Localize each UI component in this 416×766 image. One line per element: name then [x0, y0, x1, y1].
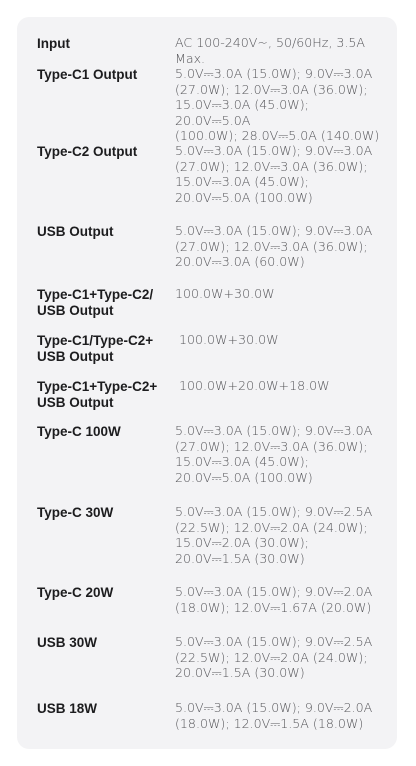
spec-value: 100.0W+20.0W+18.0W [179, 378, 330, 393]
spec-label: Type-C1/Type-C2+ USB Output [37, 333, 154, 364]
spec-label: USB Output [37, 224, 114, 239]
spec-value: 5.0V⎓3.0A (15.0W); 9.0V⎓3.0A (27.0W); 12.0V⎓3.0A (36.0W); 15.0V⎓3.0A (45.0W); 20.0V⎓5.0A (100.0W); 28.0V⎓5.0A (140.0W) [175, 66, 380, 144]
spec-label: USB 30W [37, 635, 98, 650]
spec-value: 5.0V⎓3.0A (15.0W); 9.0V⎓3.0A (27.0W); 12.0V⎓3.0A (36.0W); 20.0V⎓3.0A (60.0W) [175, 223, 373, 270]
spec-value: 5.0V⎓3.0A (15.0W); 9.0V⎓3.0A (27.0W); 12.0V⎓3.0A (36.0W); 15.0V⎓3.0A (45.0W); 20.0V⎓5.0A (100.0W) [175, 423, 373, 485]
spec-value: 5.0V⎓3.0A (15.0W); 9.0V⎓2.5A (22.5W); 12.0V⎓2.0A (24.0W); 15.0V⎓2.0A (30.0W); 20.0V⎓1.5A (30.0W) [175, 504, 373, 566]
spec-value: AC 100-240V~, 50/60Hz, 3.5A Max. [175, 35, 366, 66]
spec-value: 5.0V⎓3.0A (15.0W); 9.0V⎓2.5A (22.5W); 12.0V⎓2.0A (24.0W); 20.0V⎓1.5A (30.0W) [175, 634, 373, 681]
spec-label: Type-C 30W [37, 505, 114, 520]
spec-value: 100.0W+30.0W [175, 286, 275, 301]
spec-value: 5.0V⎓3.0A (15.0W); 9.0V⎓2.0A (18.0W); 12.0V⎓1.5A (18.0W) [175, 700, 373, 731]
spec-label: Type-C1 Output [37, 67, 138, 82]
spec-table [17, 17, 397, 749]
spec-value: 100.0W+30.0W [179, 332, 279, 347]
spec-value: 5.0V⎓3.0A (15.0W); 9.0V⎓2.0A (18.0W); 12.0V⎓1.67A (20.0W) [175, 584, 373, 615]
spec-value: 5.0V⎓3.0A (15.0W); 9.0V⎓3.0A (27.0W); 12.0V⎓3.0A (36.0W); 15.0V⎓3.0A (45.0W); 20.0V⎓5.0A (100.0W) [175, 143, 373, 205]
spec-label: Type-C1+Type-C2/ USB Output [37, 287, 154, 318]
spec-label: Input [37, 36, 70, 51]
spec-label: Type-C 100W [37, 424, 121, 439]
spec-label: Type-C1+Type-C2+ USB Output [37, 379, 158, 410]
spec-label: Type-C 20W [37, 585, 114, 600]
spec-label: USB 18W [37, 701, 98, 716]
spec-label: Type-C2 Output [37, 144, 138, 159]
